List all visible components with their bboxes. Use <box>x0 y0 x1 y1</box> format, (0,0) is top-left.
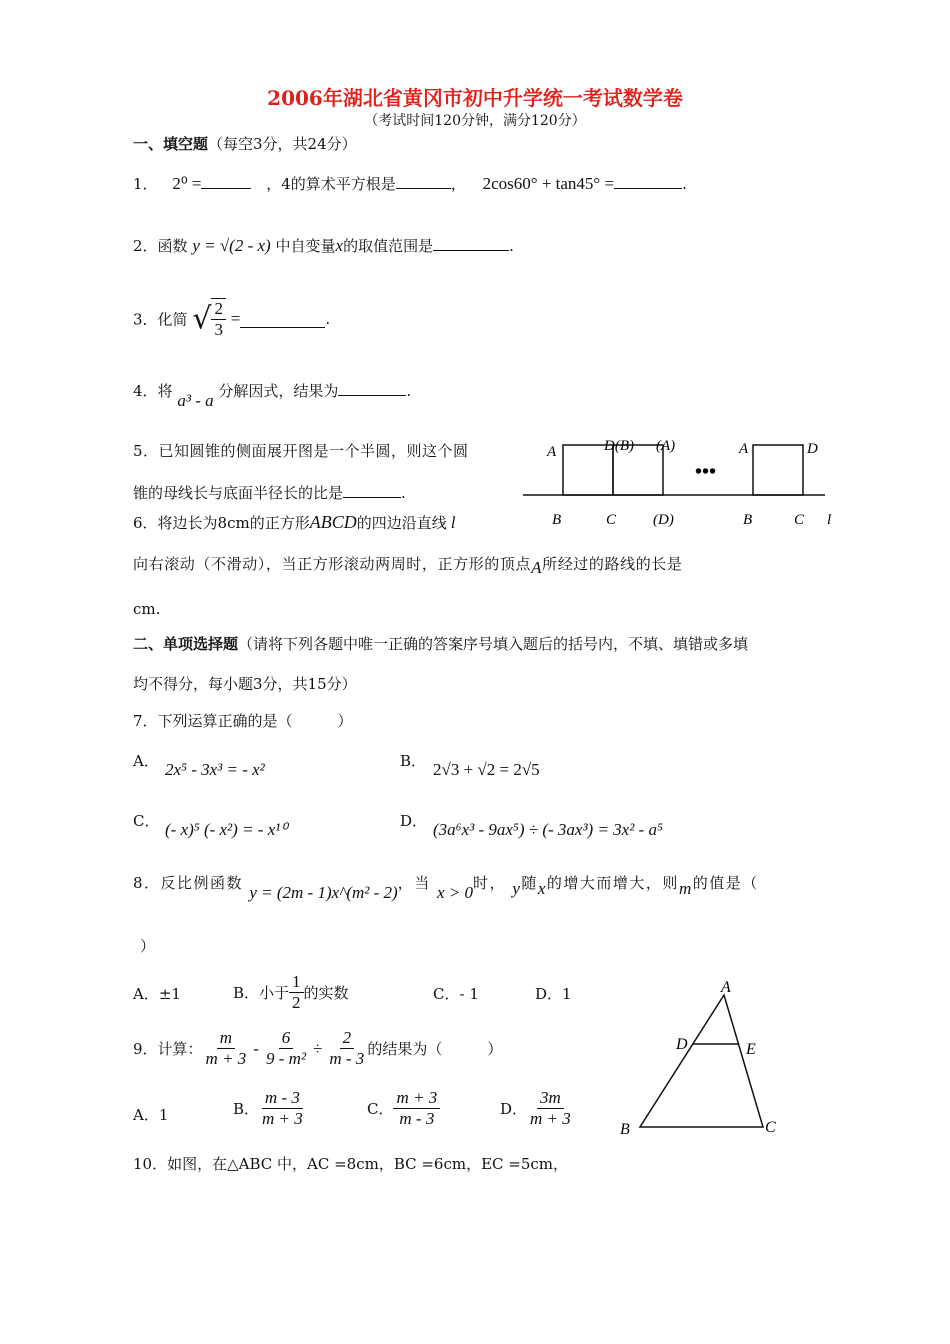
q6-text4: 所经过的路线的长是 <box>542 555 683 573</box>
question-9 <box>133 1028 502 1069</box>
q7-option-a[interactable]: 2x⁵ - 3x³ = - x² <box>165 760 265 779</box>
label-B2: B <box>743 512 753 528</box>
q9-c-num: m + 3 <box>393 1088 440 1109</box>
q6-l: l <box>450 513 456 532</box>
q2-end: . <box>509 237 514 255</box>
label-DB: D(B) <box>604 438 634 454</box>
section1-heading-row <box>133 133 357 154</box>
question-3 <box>133 298 330 340</box>
q8-b-post: 的实数 <box>303 984 349 1002</box>
q6-text1: 6．将边长为8cm的正方形 <box>133 514 310 532</box>
q8-b-den: 2 <box>292 993 301 1012</box>
q4-blank[interactable] <box>338 379 406 396</box>
q9-minus: - <box>253 1038 259 1058</box>
q7-option-b[interactable]: 2√3 + √2 = 2√5 <box>433 760 540 779</box>
label-A: A <box>721 979 731 996</box>
q9-f2-num: 6 <box>279 1028 294 1049</box>
ellipsis-dots: ••• <box>695 461 717 483</box>
label-B1: B <box>552 512 562 528</box>
question-10: 10．如图，在△ABC 中，AC =8cm，BC =6cm，EC =5cm， <box>133 1155 569 1173</box>
q4-end: . <box>406 382 412 400</box>
q5-line1: 5．已知圆锥的侧面展开图是一个半圆，则这个圆 <box>133 442 469 460</box>
q8-cond: x > 0 <box>436 883 474 902</box>
label-D: D <box>807 441 818 457</box>
q8-option-a[interactable]: A．±1 <box>133 985 181 1003</box>
q6-A: A <box>531 558 543 577</box>
q9-b-fraction <box>259 1088 306 1129</box>
q2-text2: 的取值范围是 <box>343 237 434 255</box>
question-1 <box>133 172 687 194</box>
q8-text-e: 的增大而增大，则 <box>546 874 679 892</box>
q5-text: 锥的母线长与底面半径长的比是 <box>133 484 344 502</box>
q1-number: 1． <box>133 175 158 193</box>
q2-text: 中自变量 <box>275 237 336 255</box>
triangle-abc <box>640 995 763 1127</box>
q3-end: . <box>325 310 331 328</box>
q7-option-c-label: C． <box>133 812 160 830</box>
q8-option-c[interactable]: C．- 1 <box>433 985 479 1003</box>
q8-text-a: 8．反比例函数 <box>133 874 244 892</box>
q9-f3-num: 2 <box>340 1028 355 1049</box>
q8-option-d[interactable]: D．1 <box>535 985 572 1003</box>
q9-post: 的结果为（ ） <box>367 1040 503 1058</box>
q9-option-d[interactable] <box>500 1088 574 1129</box>
label-E: E <box>746 1041 756 1058</box>
section1-note: （每空3分，共24分） <box>208 135 357 153</box>
q1-blank2[interactable] <box>396 172 451 189</box>
q9-option-c[interactable] <box>367 1088 440 1129</box>
q9-frac1 <box>203 1028 250 1069</box>
q7-option-a-label: A． <box>133 752 159 770</box>
q8-func: y = (2m - 1)x^(m² - 2) <box>249 883 398 902</box>
q8-y: y <box>512 879 522 898</box>
q8-option-b[interactable] <box>233 972 349 1013</box>
q3-eq: = <box>230 309 241 328</box>
section2-heading-row <box>133 633 748 654</box>
q7-option-c[interactable]: (- x)⁵ (- x²) = - x¹⁰ <box>165 820 288 839</box>
q2-blank[interactable] <box>433 234 509 251</box>
q9-f3-den: m - 3 <box>329 1049 365 1068</box>
q3-number: 3．化简 <box>133 310 188 329</box>
q9-c-den: m - 3 <box>399 1109 435 1128</box>
q9-frac2 <box>263 1028 309 1069</box>
q6-line1 <box>133 512 455 533</box>
q9-d-fraction <box>527 1088 574 1129</box>
q1-text: ，4的算术平方根是 <box>266 175 396 193</box>
q6-text3: 向右滚动（不滑动），当正方形滚动两周时，正方形的顶点 <box>133 555 532 573</box>
label-C1: C <box>606 512 617 528</box>
q9-c-label: C． <box>367 1100 394 1118</box>
q8-b-fraction <box>289 972 304 1013</box>
q7-option-d[interactable]: (3a⁶x³ - 9ax⁵) ÷ (- 3ax³) = 3x² - a⁵ <box>433 820 663 839</box>
q7-stem: 7．下列运算正确的是（ ） <box>133 712 353 730</box>
q9-c-fraction <box>393 1088 440 1129</box>
q5-end: . <box>401 484 406 502</box>
q6-text2: 的四边沿直线 <box>356 514 447 532</box>
q8-text-b: ，当 <box>397 874 431 892</box>
q9-option-b[interactable] <box>233 1088 306 1129</box>
q8-text-f: 的值是（ <box>692 874 759 892</box>
q3-blank[interactable] <box>240 311 325 328</box>
q9-frac3 <box>326 1028 367 1069</box>
q6-line2 <box>133 553 683 577</box>
q9-f2-den: 9 - m² <box>265 1049 307 1068</box>
q1-blank1[interactable] <box>201 172 251 189</box>
q6-line3: cm. <box>133 600 161 618</box>
q9-b-label: B． <box>233 1100 260 1118</box>
q8-text-c: 时， <box>473 874 507 892</box>
question-2 <box>133 234 514 256</box>
section2-heading: 二、单项选择题 <box>133 635 239 653</box>
label-A1: A <box>547 444 557 460</box>
rolling-square-figure <box>515 430 840 530</box>
q9-b-num: m - 3 <box>262 1088 303 1109</box>
q9-f1-den: m + 3 <box>205 1049 247 1068</box>
label-B: B <box>620 1121 630 1138</box>
q1-comma: ， <box>450 175 466 193</box>
q3-fraction <box>211 298 226 340</box>
section2-note-line2: 均不得分，每小题3分，共15分） <box>133 675 357 693</box>
q2-number: 2．函数 <box>133 237 188 255</box>
label-D: D <box>676 1036 688 1053</box>
q9-d-label: D． <box>500 1100 528 1118</box>
q5-blank[interactable] <box>343 481 401 498</box>
q9-d-num: 3m <box>537 1088 564 1109</box>
q8-text-d: 随 <box>521 874 538 892</box>
question-4 <box>133 379 412 410</box>
q8-close: ） <box>140 937 156 955</box>
q3-frac-num: 2 <box>211 299 226 320</box>
q9-pre: 9．计算： <box>133 1040 203 1058</box>
label-D-paren: (D) <box>653 512 674 528</box>
q4-number: 4．将 <box>133 382 173 400</box>
q1-end: . <box>682 175 687 193</box>
q7-option-d-label: D． <box>400 812 428 830</box>
q9-div: ÷ <box>313 1038 323 1058</box>
q2-expr: y = √(2 - x) <box>192 236 271 255</box>
exam-subtitle: （考试时间120分钟，满分120分） <box>364 113 586 129</box>
q9-d-den: m + 3 <box>530 1109 571 1128</box>
q8-m: m <box>678 879 693 898</box>
q1-expr1: 2⁰ = <box>172 174 202 193</box>
label-l: l <box>827 512 832 528</box>
q5-line2 <box>133 481 406 503</box>
q3-frac-den: 3 <box>214 320 223 339</box>
label-C: C <box>765 1119 776 1136</box>
page-title: 2006年湖北省黄冈市初中升学统一考试数学卷 <box>267 86 683 110</box>
label-A2: A <box>739 441 749 457</box>
question-8 <box>133 872 759 902</box>
q9-f1-num: m <box>217 1028 235 1049</box>
q1-blank3[interactable] <box>614 172 682 189</box>
section2-note: （请将下列各题中唯一正确的答案序号填入题后的括号内，不填、填错或多填 <box>238 635 749 653</box>
q2-var: x <box>335 236 344 255</box>
triangle-figure <box>615 975 795 1140</box>
q8-x: x <box>537 879 547 898</box>
q9-b-den: m + 3 <box>262 1109 303 1128</box>
q6-abcd: ABCD <box>309 512 357 532</box>
q4-text: 分解因式，结果为 <box>218 382 339 400</box>
label-C2: C <box>794 512 805 528</box>
q8-b-num: 1 <box>289 972 304 993</box>
section1-heading: 一、填空题 <box>133 135 209 153</box>
q7-option-b-label: B． <box>400 752 427 770</box>
square-3 <box>753 445 803 495</box>
label-A-paren: (A) <box>656 438 676 454</box>
q1-expr2: 2cos60° + tan45° = <box>482 174 615 193</box>
sqrt-icon: √ <box>192 301 212 337</box>
q9-option-a[interactable]: A．1 <box>133 1106 169 1124</box>
q4-expr: a³ - a <box>177 391 214 410</box>
q8-b-pre: B．小于 <box>233 984 290 1002</box>
